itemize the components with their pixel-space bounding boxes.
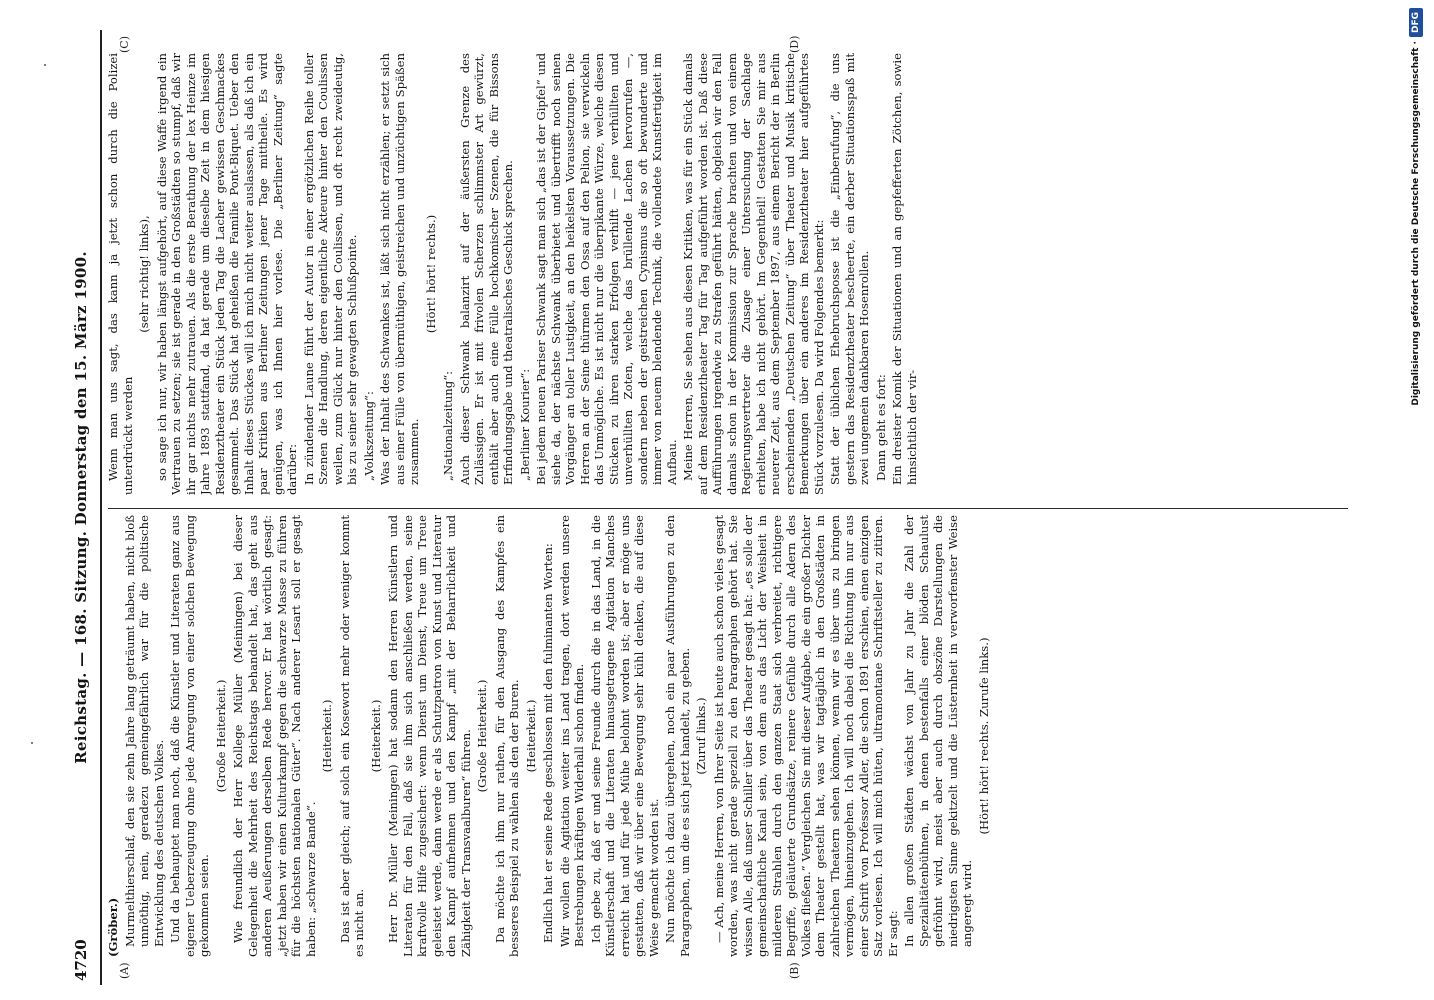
scan-speck: [44, 64, 46, 66]
page-title: Reichstag. — 168. Sitzung. Donnerstag den 15. März 1900.: [72, 251, 90, 764]
right-paragraph: Dann geht es fort:: [873, 374, 888, 481]
left-interjection: (Zuruf links.): [694, 697, 708, 775]
left-paragraph: Wie freundlich der Herr Kollege Müller (Meiningen) bei dieser Gelegenheit die Mehrheit des Reichstags behandelt hat, das geht aus anderen Aeußerungen derselben Rede hervor. Er hat wörtlich gesagt: „jetzt haben wir einen Kulturkampf gegen die schwarze Masse zu führen für die höchsten nationalen Güter“. Nach anderer Lesart soll er gesagt haben: „schwarze Bande“.: [231, 515, 318, 957]
right-paragraph: Wenn man uns sagt, das kann ja jetzt schon durch die Polizei unterdrückt werden: [106, 53, 135, 495]
credit-text: Digitalisierung gefördert durch die Deutsche Forschungsgemeinschaft ·: [1411, 41, 1421, 406]
right-column: [106, 53, 1350, 495]
right-paragraph: Meine Herren, Sie sehen aus diesen Kritiken, was für ein Stück damals auf dem Residenztheater Tag für Tag aufgeführt worden ist. Daß diese Aufführungen irgendwie zu Strafen geführt hätten, obgleich wir den Fall damals schon in der Kommission zur Sprache brachten und von einem Regierungsvertreter die Zusage einer Untersuchung der Sachlage erhielten, habe ich nicht gehört. Im Gegentheil! Gestatten Sie mir aus neuerer Zeit, aus dem September 1897, aus einem Bericht der in Berlin erscheinenden „Deutschen Zeitung“ über Theater und Musik kritische Bemerkungen über ein anderes im Residenztheater hier aufgeführtes Stück vorzulesen. Da wird Folgendes bemerkt:: [681, 53, 826, 495]
right-quoted-text: Bei jedem neuen Pariser Schwank sagt man sich „das ist der Gipfel“ und siehe da, der nächste Schwank überbietet und übertrifft noch seinen Vorgänger an toller Lustigkeit, an den heikelsten Voraussetzungen. Die Herren an der Seine thürmen den Ossa auf den Pelion, sie verwickeln das Unmögliche. Es ist nicht nur die überpikante Würze, welche diesen Stücken zu ihren starken Erfolgen verhilft — jene verhüllten und unverhüllten Zoten, welche das brüllende Lachen hervorrufen —, sondern neben der geistreichen Cynismus die so oft bewunderte und immer von neuem blendende Technik, die vollendete Kunstfertigkeit im Aufbau.: [534, 53, 679, 485]
right-quoted-text: In zündender Laune führt der Autor in einer ergötzlichen Reihe toller Szenen die Handlung, deren eigentliche Akteure hinter den Coulissen weilen, zum Glück nur hinter den Coulissen, und oft recht zweideutig, bis zu seiner sehr gewagten Schlußpointe.: [301, 53, 359, 485]
page-header: [60, 30, 102, 985]
scan-speck: [31, 742, 33, 744]
left-column: [106, 515, 1350, 957]
right-interjection: (sehr richtig! links),: [137, 215, 151, 333]
left-interjection: (Heiterkeit.): [320, 699, 334, 773]
left-interjection: (Große Heiterkeit.): [475, 679, 489, 793]
left-interjection: (Große Heiterkeit.): [213, 679, 228, 793]
left-paragraph: — Ach, meine Herren, von Ihrer Seite ist heute auch schon vieles gesagt worden, was nicht gerade speziell zu den Paragraphen gehört hat. Sie wissen Alle, daß unser Schiller über das Theater gesagt hat: „es solle der gemeinschaftliche Kanal sein, von dem aus das Licht der Weisheit in milderen Strahlen durch den ganzen Staat sich verbreitet, richtigere Begriffe, geläuterte Grundsätze, reinere Gefühle durch alle Adern des Volkes fließen.“ Vergleichen Sie mit dieser Aufgabe, die ein großer Dichter dem Theater gestellt hat, was wir tagtäglich in den Großstädten in zahlreichen Theatern sehen können, wenn wir es über uns zu bringen vermögen, hineinzugehen. Ich will noch dabei die Richtung hin nur aus einer Schrift von Professor Adler, die schon 1891 erschien, einen einzigen Satz vorlesen. Ich will mich hüten, ultramontane Schriftsteller zu zitiren. Er sagt:: [711, 515, 900, 957]
left-speaker-label: (Gröber.): [106, 897, 120, 957]
left-paragraph: Herr Dr. Müller (Meiningen) hat sodann den Herren Künstlern und Literaten für den Fall, daß sie ihm sich anschließen werden, seine kraftvolle Hilfe zugesichert: wenn Dienst um Dienst, Treue um Treue geleistet werde, dann werde er als Schutzpatron von Kunst und Literatur den Kampf aufnehmen und den Kampf „mit der Beharrlichkeit und Zähigkeit der Transvaalburen“ führen.: [386, 515, 473, 957]
right-paragraph: „Berliner Kourier“:: [517, 368, 532, 481]
left-paragraph: Das ist aber gleich; auf solch ein Kosewort mehr oder weniger kommt es nicht an.: [337, 515, 366, 957]
margin-marker-d: (D): [788, 35, 801, 53]
column-divider: [108, 508, 1348, 509]
right-quoted-text: Was der Inhalt des Schwankes ist, läßt sich nicht erzählen; er setzt sich aus einer Fülle von übermüthigen, geistreichen und unzüchtigen Späßen zusammen.: [378, 53, 421, 485]
page-number: 4720: [72, 939, 90, 981]
margin-marker-c: (C): [118, 36, 131, 53]
left-paragraph: Ich gebe zu, daß er und seine Freunde durch die in das Land, in die Künstlerschaft und die Literaten hinausgetragene Agitation Manches erreicht hat und für jede Mühe belohnt worden ist; aber er möge uns gestatten, daß wir über eine Bewegung sehr kühl denken, die auf diese Weise gemacht worden ist.: [588, 515, 661, 957]
page-sheet: [60, 30, 1355, 985]
right-quoted-text: Auch dieser Schwank balanzirt auf der äußersten Grenze des Zulässigen. Er ist mit frivolen Scherzen schlimmster Art gewürzt, enthält aber auch eine Fülle hochkomischer Szenen, die für Bissons Erfindungsgabe und theatralisches Geschick sprechen.: [457, 53, 515, 485]
left-paragraph: Nun möchte ich dazu übergehen, noch ein paar Ausführungen zu den Paragraphen, um die es sich jetzt handelt, zu geben.: [663, 515, 692, 957]
left-paragraph: Endlich hat er seine Rede geschlossen mit den fulminanten Worten:: [541, 543, 555, 943]
left-interjection: (Heiterkeit.): [368, 699, 383, 773]
left-quoted-text: Murmelthierschlaf, den sie zehn Jahre lang geträumt haben, nicht bloß unnöthig, nein, geradezu gemeingefährlich war für die politische Entwicklung des deutschen Volkes.: [122, 515, 166, 947]
scanned-page: [60, 30, 1355, 985]
right-paragraph: „Nationalzeitung“:: [441, 370, 455, 481]
left-quoted-text: Wir wollen die Agitation weiter ins Land tragen, dort werden unsere Bestrebungen kräftigen Widerhall schon finden.: [557, 515, 586, 947]
margin-marker-a: (A): [118, 962, 131, 979]
left-quoted-text: In allen großen Städten wächst von Jahr zu Jahr die Zahl der Spezialitätenbühnen, in denen bestenfalls einer blöden Schaulust gefröhnt wird, meist aber auch durch obszöne Darstellungen die niedrigsten Sinne gekitzelt und die Lüsternheit in verworfenster Weise angeregt wird.: [902, 515, 974, 947]
left-paragraph: Da möchte ich ihm nur rathen, für den Ausgang des Kampfes ein besseres Beispiel zu wählen als den der Buren.: [492, 515, 521, 957]
dfg-logo-badge: DFG: [1409, 8, 1423, 37]
right-quoted-text: Statt der üblichen Ehebruchsposse ist die „Einberufung“, die uns gestern das Residenztheater bescheerte, ein derber Situationsspaß mit zwei ungemein dankbaren Hosenrollen.: [828, 53, 871, 485]
right-quoted-text: Ein dreister Komik der Situationen und an gepfefferten Zötchen, sowie hinsichtlich der vir-: [890, 53, 919, 485]
right-paragraph: „Volkszeitung“:: [361, 391, 376, 481]
right-paragraph: so sage ich nur, wir haben längst aufgehört, auf diese Waffe irgend ein Vertrauen zu setzen; sie ist gerade in den Großstädten so stumpf, daß wir ihr gar nichts mehr zutrauen. Als die erste Berathung der lex Heinze im Jahre 1893 stattfand, da hat gerade um dieselbe Zeit in dem hiesigen Residenztheater ein Stück jeden Tag die Lacher gewissen Geschmackes gesammelt. Das Stück hat geheißen die Familie Pont-Biquet. Ueber den Inhalt dieses Stückes will ich mich nicht weiter auslassen, als daß ich ein paar Kritiken aus Berliner Zeitungen jener Tage mittheile. Es wird genügen, was ich Ihnen hier vorlese. Die „Berliner Zeitung“ sagte darüber:: [154, 53, 299, 495]
margin-marker-b: (B): [788, 962, 801, 979]
digitization-credit: [1404, 8, 1428, 992]
left-interjection: (Heiterkeit.): [523, 699, 538, 773]
left-paragraph: Und da behauptet man noch, daß die Künstler und Literaten ganz aus eigener Ueberzeugung ohne jede Anregung von einer solchen Bewegung gekommen seien.: [168, 515, 211, 957]
left-interjection: (Hört! hört! rechts. Zurufe links.): [976, 637, 991, 835]
right-interjection: (Hört! hört! rechts.): [423, 214, 438, 334]
